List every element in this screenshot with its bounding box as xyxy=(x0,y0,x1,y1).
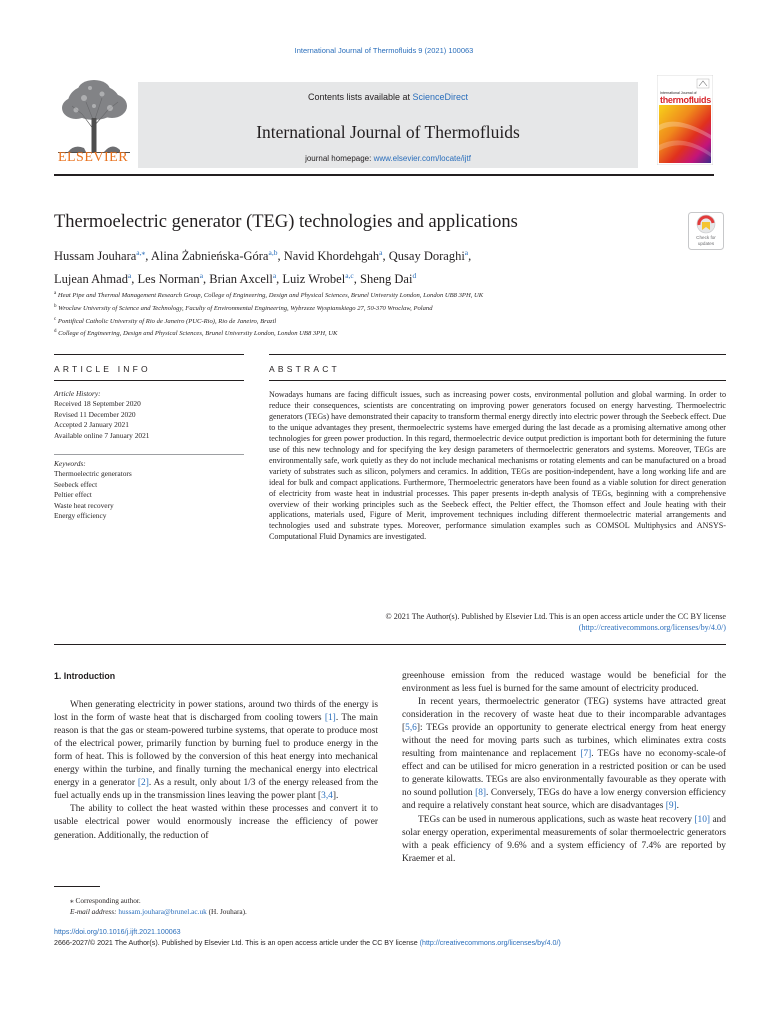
author-affiliation-mark[interactable]: a,c xyxy=(345,271,354,281)
affiliation-mark: d xyxy=(54,329,57,335)
author-name: Navid Khordehgah xyxy=(283,249,380,264)
author-affiliation-mark[interactable]: a xyxy=(272,271,277,281)
homepage-line xyxy=(138,154,638,163)
author-list xyxy=(54,243,614,289)
article-info-label: ARTICLE INFO xyxy=(54,364,151,374)
article-history xyxy=(54,389,244,441)
reference-link[interactable]: 5,6 xyxy=(405,723,417,734)
email-link[interactable]: hussam.jouhara@brunel.ac.uk xyxy=(118,906,207,916)
paragraph-text: In recent years, thermoelectric generator (TEG) systems have attracted great consideration in the recovery of waste heat due to their incomparable advantages [ xyxy=(402,697,726,734)
paragraph-text: When generating electricity in power stations, around two thirds of the energy is lost in the form of waste heat that is discharged from cooling towers xyxy=(54,700,378,724)
issn-line xyxy=(54,939,561,947)
abstract-text: Nowadays humans are facing difficult issues, such as increasing power costs, environmental pollution and global warming. In order to reduce their consequences, scientists are concentrating on improving power generators focused on energy harvesting. Thermoelectric generators (TEGs) have demonstrated their capacity to transform thermal energy directly into electric power through the Seebeck effect. Due to the unique advantages they present, thermoelectric systems have emerged during the last decade as a promising alternative among other technologies for green power production. In this regard, thermoelectric device output prediction is important both for determining the future use of this new technology and for specifying the key design parameters of thermoelectric generators and systems. Moreover, TEGs are environmentally safe, work quietly as they do not include mechanical mechanisms or rotating elements and can be manufactured on a broad variety of substrates such as silicon, polymers and ceramics. In addition, TEGs are position-independent, have a long working life and are ideal for bulk and compact applications. Furthermore, Thermoelectric generators have been found as a viable solution for direct generation of electricity from waste heat in industrial processes. This paper presents in-depth analysis of TEGs, beginning with a comprehensive overview of their working principles such as the Seebeck effect, the Peltier effect, the Thomson effect and Joule heating with their applications, materials used, Figure of Merit, improvement techniques including different thermoelectric material arrangements and technologies used and substrate types. Moreover, performance simulation examples such as COMSOL Multiphysics and ANSYS-Computational Fluid Dynamics are investigated. xyxy=(269,390,726,542)
affiliation-mark: a xyxy=(54,291,57,296)
footnote-mark: ⁎ xyxy=(70,896,74,905)
affiliation-item xyxy=(54,315,694,328)
author-name: Qusay Doraghi xyxy=(388,249,465,264)
author-name: Hussam Jouhara xyxy=(54,249,137,264)
journal-cover xyxy=(657,75,713,165)
elsevier-wordmark: ELSEVIER xyxy=(57,150,129,165)
abstract-license-text: © 2021 The Author(s). Published by Elsevier Ltd. This is an open access article under the CC BY license xyxy=(385,612,726,621)
journal-homepage-link[interactable]: www.elsevier.com/locate/ijtf xyxy=(373,154,471,163)
author-separator: , xyxy=(353,272,360,287)
abstract-license-link[interactable]: (http://creativecommons.org/licenses/by/4.0/) xyxy=(578,623,726,632)
reference-link[interactable]: 3,4 xyxy=(321,791,333,802)
abstract-label: ABSTRACT xyxy=(269,364,340,374)
affiliation-item xyxy=(54,327,694,340)
journal-citation[interactable]: International Journal of Thermofluids 9 (2021) 100063 xyxy=(294,46,474,55)
paragraph-text: . Conversely, TEGs do have a low energy conversion efficiency and require a relatively constant heat source, which are disadvantages xyxy=(402,788,726,812)
reference-link[interactable]: [10] xyxy=(694,814,711,825)
paragraph-text: ]. xyxy=(332,791,339,802)
author-name: Sheng Dai xyxy=(360,272,413,287)
footnote-text: Corresponding author. xyxy=(75,896,141,905)
journal-header-box xyxy=(138,82,638,168)
keyword-item: Energy efficiency xyxy=(54,511,107,521)
keyword-item: Seebeck effect xyxy=(54,479,98,489)
author-separator: , xyxy=(382,249,389,264)
author-name: Brian Axcell xyxy=(209,272,273,287)
reference-link[interactable]: [8] xyxy=(475,788,487,799)
keyword-item: Thermoelectric generators xyxy=(54,469,132,479)
author-separator: , xyxy=(145,249,151,264)
paragraph-text: . The main reason is that the gas or steam-powered turbine systems, that operate to produce most of the electrical power, primarily function by burning fuel to produce energy in the form of heat. This is followed by the conversion of this heat energy into mechanical energy within the turbine, and finally turning the mechanical energy into electrical energy in a generator xyxy=(54,713,378,789)
section-heading: 1. Introduction xyxy=(54,671,116,681)
paragraph xyxy=(54,699,378,803)
author-separator: , xyxy=(276,272,283,287)
affiliation-text: Wroclaw University of Science and Technology, Faculty of Environmental Engineering, Wybrzeze Wyspianskiego 27, 50-370 Wroclaw, Poland xyxy=(56,304,433,312)
history-heading: Article History: xyxy=(54,389,101,398)
masthead-rule xyxy=(54,174,714,176)
abstract-end-rule xyxy=(54,644,726,645)
affiliation-mark: c xyxy=(54,316,57,322)
affiliation-item xyxy=(54,289,694,302)
paragraph-text: and solar energy operation, experimental measurements of solar thermoelectric generators with a peak efficiency of 9.6% and a system efficiency of 7.4% are reported by Kraemer et al. xyxy=(402,814,726,864)
affiliation-text: Heat Pipe and Thermal Management Research Group, College of Engineering, Design and Physical Sciences, Brunel University London, London UB8 3PH, UK xyxy=(56,292,484,300)
homepage-prefix: journal homepage: xyxy=(305,154,374,163)
article-info-rule-top xyxy=(54,354,244,355)
affiliation-item xyxy=(54,302,694,315)
email-label: E-mail address: xyxy=(70,906,119,916)
paragraph-text: . TEGs have no economy-scale-of effect and can be utilised for micro generation in a restricted position or can be used to generate kilowatts. TEGs are also environmentally favourable as they operate with no sound pollution xyxy=(402,749,726,799)
history-item: Received 18 September 2020 xyxy=(54,399,141,409)
body-right-column xyxy=(402,670,726,866)
corresponding-author-footnote xyxy=(54,896,378,917)
keyword-item: Waste heat recovery xyxy=(54,500,114,510)
reference-link[interactable]: [7] xyxy=(580,749,592,760)
author-affiliation-mark[interactable]: a xyxy=(127,271,132,281)
paragraph-text: TEGs can be used in numerous applications, such as waste heat recovery xyxy=(418,814,695,825)
article-info-rule-bottom xyxy=(54,380,244,381)
affiliation-text: College of Engineering, Design and Physical Sciences, Brunel University London, London UB8 3PH, UK xyxy=(56,330,338,338)
cover-title-text: thermofluids xyxy=(660,95,711,105)
reference-link[interactable]: [1] xyxy=(324,713,336,724)
journal-title: International Journal of Thermofluids xyxy=(256,122,520,142)
affiliation-mark: b xyxy=(54,303,57,309)
abstract-rule-bottom xyxy=(269,380,726,381)
history-item: Revised 11 December 2020 xyxy=(54,409,136,419)
keyword-item: Peltier effect xyxy=(54,490,92,500)
check-updates-line-1: Check for xyxy=(696,235,716,240)
author-affiliation-mark[interactable]: a,⁎ xyxy=(136,248,146,257)
author-separator: , xyxy=(131,272,138,287)
issn-license-link[interactable]: (http://creativecommons.org/licenses/by/4.0/) xyxy=(419,939,561,947)
paragraph-text: . As a result, only about 1/3 of the energy released from the fuel actually ends up in the transmission lines leaving the power plant [ xyxy=(54,778,379,802)
author-separator: , xyxy=(277,249,284,264)
author-name: Luiz Wrobel xyxy=(282,272,346,287)
footnote-rule xyxy=(54,886,100,887)
masthead xyxy=(54,70,714,172)
reference-link[interactable]: [2] xyxy=(137,778,149,789)
author-affiliation-mark[interactable]: a xyxy=(464,248,469,257)
paragraph: The ability to collect the heat wasted within these processes and convert it to usable electrical power would enormously increase the efficiency of power generation. Additionally, the reduction of xyxy=(54,804,378,841)
paragraph-text: . xyxy=(676,801,679,812)
keywords-rule xyxy=(54,454,244,455)
footnote-line xyxy=(54,896,378,907)
paragraph xyxy=(402,814,726,866)
author-affiliation-mark[interactable]: a,b xyxy=(268,248,278,257)
sciencedirect-link[interactable]: ScienceDirect xyxy=(412,92,469,102)
keywords-heading: Keywords: xyxy=(54,459,86,468)
paragraph xyxy=(402,696,726,813)
author-name: Les Norman xyxy=(137,272,200,287)
author-name: Lujean Ahmad xyxy=(54,272,128,287)
contents-prefix: Contents lists available at xyxy=(307,92,413,102)
body-left-column xyxy=(54,670,378,843)
author-name: Alina Żabnieńska-Góra xyxy=(150,249,269,264)
author-separator: , xyxy=(468,249,472,264)
affiliation-text: Pontifical Catholic University of Rio de Janeiro (PUC-Rio), Rio de Janeiro, Brazil xyxy=(56,317,277,325)
reference-link[interactable]: [9] xyxy=(665,801,677,812)
author-separator: , xyxy=(203,272,210,287)
email-line xyxy=(54,907,378,918)
author-affiliation-mark[interactable]: a xyxy=(379,248,383,257)
paragraph: greenhouse emission from the reduced wastage would be beneficial for the environment as less fuel is burned for the same amount of electricity produced. xyxy=(402,671,726,695)
check-for-updates-badge[interactable] xyxy=(688,212,724,250)
cover-small-text: International Journal of xyxy=(660,91,697,95)
history-item: Available online 7 January 2021 xyxy=(54,430,150,440)
article-title: Thermoelectric generator (TEG) technologies and applications xyxy=(54,212,518,232)
paragraph-text: ]: TEGs provide an opportunity to generate electrical energy from heat energy without the need for moving parts such as turbines, which eliminates extra costs resulting from maintenance and replacement xyxy=(402,723,726,760)
history-item: Accepted 2 January 2021 xyxy=(54,420,129,430)
author-affiliation-mark[interactable]: a xyxy=(199,271,204,281)
check-updates-line-2: updates xyxy=(697,241,715,246)
abstract-rule-top xyxy=(269,354,726,355)
contents-line xyxy=(138,92,638,102)
author-affiliation-mark[interactable]: d xyxy=(412,271,417,281)
issn-text: 2666-2027/© 2021 The Author(s). Published by Elsevier Ltd. This is an open access article under the CC BY license xyxy=(54,939,420,947)
keywords xyxy=(54,459,244,521)
email-suffix: (H. Jouhara). xyxy=(206,906,247,916)
affiliation-list xyxy=(54,289,694,340)
doi-link[interactable]: https://doi.org/10.1016/j.ijft.2021.100063 xyxy=(54,928,181,936)
